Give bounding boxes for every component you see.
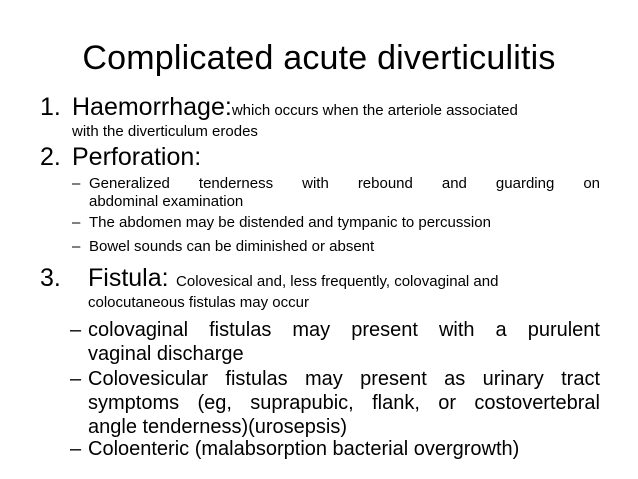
subitem-line: Coloenteric (malabsorption bacterial overgrowth) — [88, 438, 520, 460]
subitem-line: angle tenderness)(urosepsis) — [88, 416, 348, 438]
dash-bullet: – — [70, 438, 82, 460]
subitem-line: Colovesicular fistulas may present as urinary tract — [88, 368, 600, 390]
subitem-bowel-sounds — [72, 238, 600, 256]
item-heading: Perforation: — [72, 143, 202, 171]
subitem-coloenteric — [70, 437, 600, 461]
subitem-line: symptoms (eg, suprapubic, flank, or costovertebral — [88, 392, 600, 414]
subitem-line: abdominal examination — [89, 193, 244, 210]
item-number: 3. — [40, 264, 61, 292]
dash-bullet: – — [72, 175, 81, 192]
item-heading: Fistula: — [88, 264, 169, 292]
item-inline-text: which occurs when the arteriole associated — [231, 102, 518, 119]
item-number: 2. — [40, 143, 61, 171]
item-number: 1. — [40, 93, 61, 121]
dash-bullet: – — [70, 319, 82, 341]
subitem-line: vaginal discharge — [88, 343, 244, 365]
item-heading: Haemorrhage: — [72, 93, 232, 121]
subitem-tenderness — [72, 175, 600, 211]
dash-bullet: – — [70, 368, 82, 390]
subitem-distended — [72, 214, 600, 232]
item-inline-text: Colovesical and, less frequently, colovaginal and — [176, 273, 499, 290]
subitem-line: The abdomen may be distended and tympanic to percussion — [89, 214, 491, 231]
dash-bullet: – — [72, 238, 81, 255]
dash-bullet: – — [72, 214, 81, 231]
slide-title: Complicated acute diverticulitis — [82, 39, 556, 77]
subitem-line: Bowel sounds can be diminished or absent — [89, 238, 375, 255]
item-continuation: colocutaneous fistulas may occur — [88, 294, 309, 311]
subitem-line: Generalized tenderness with rebound and guarding on — [89, 175, 600, 192]
subitem-colovesicular — [70, 367, 600, 439]
subitem-colovaginal — [70, 318, 600, 366]
subitem-line: colovaginal fistulas may present with a purulent — [88, 319, 600, 341]
item-continuation: with the diverticulum erodes — [72, 123, 258, 140]
